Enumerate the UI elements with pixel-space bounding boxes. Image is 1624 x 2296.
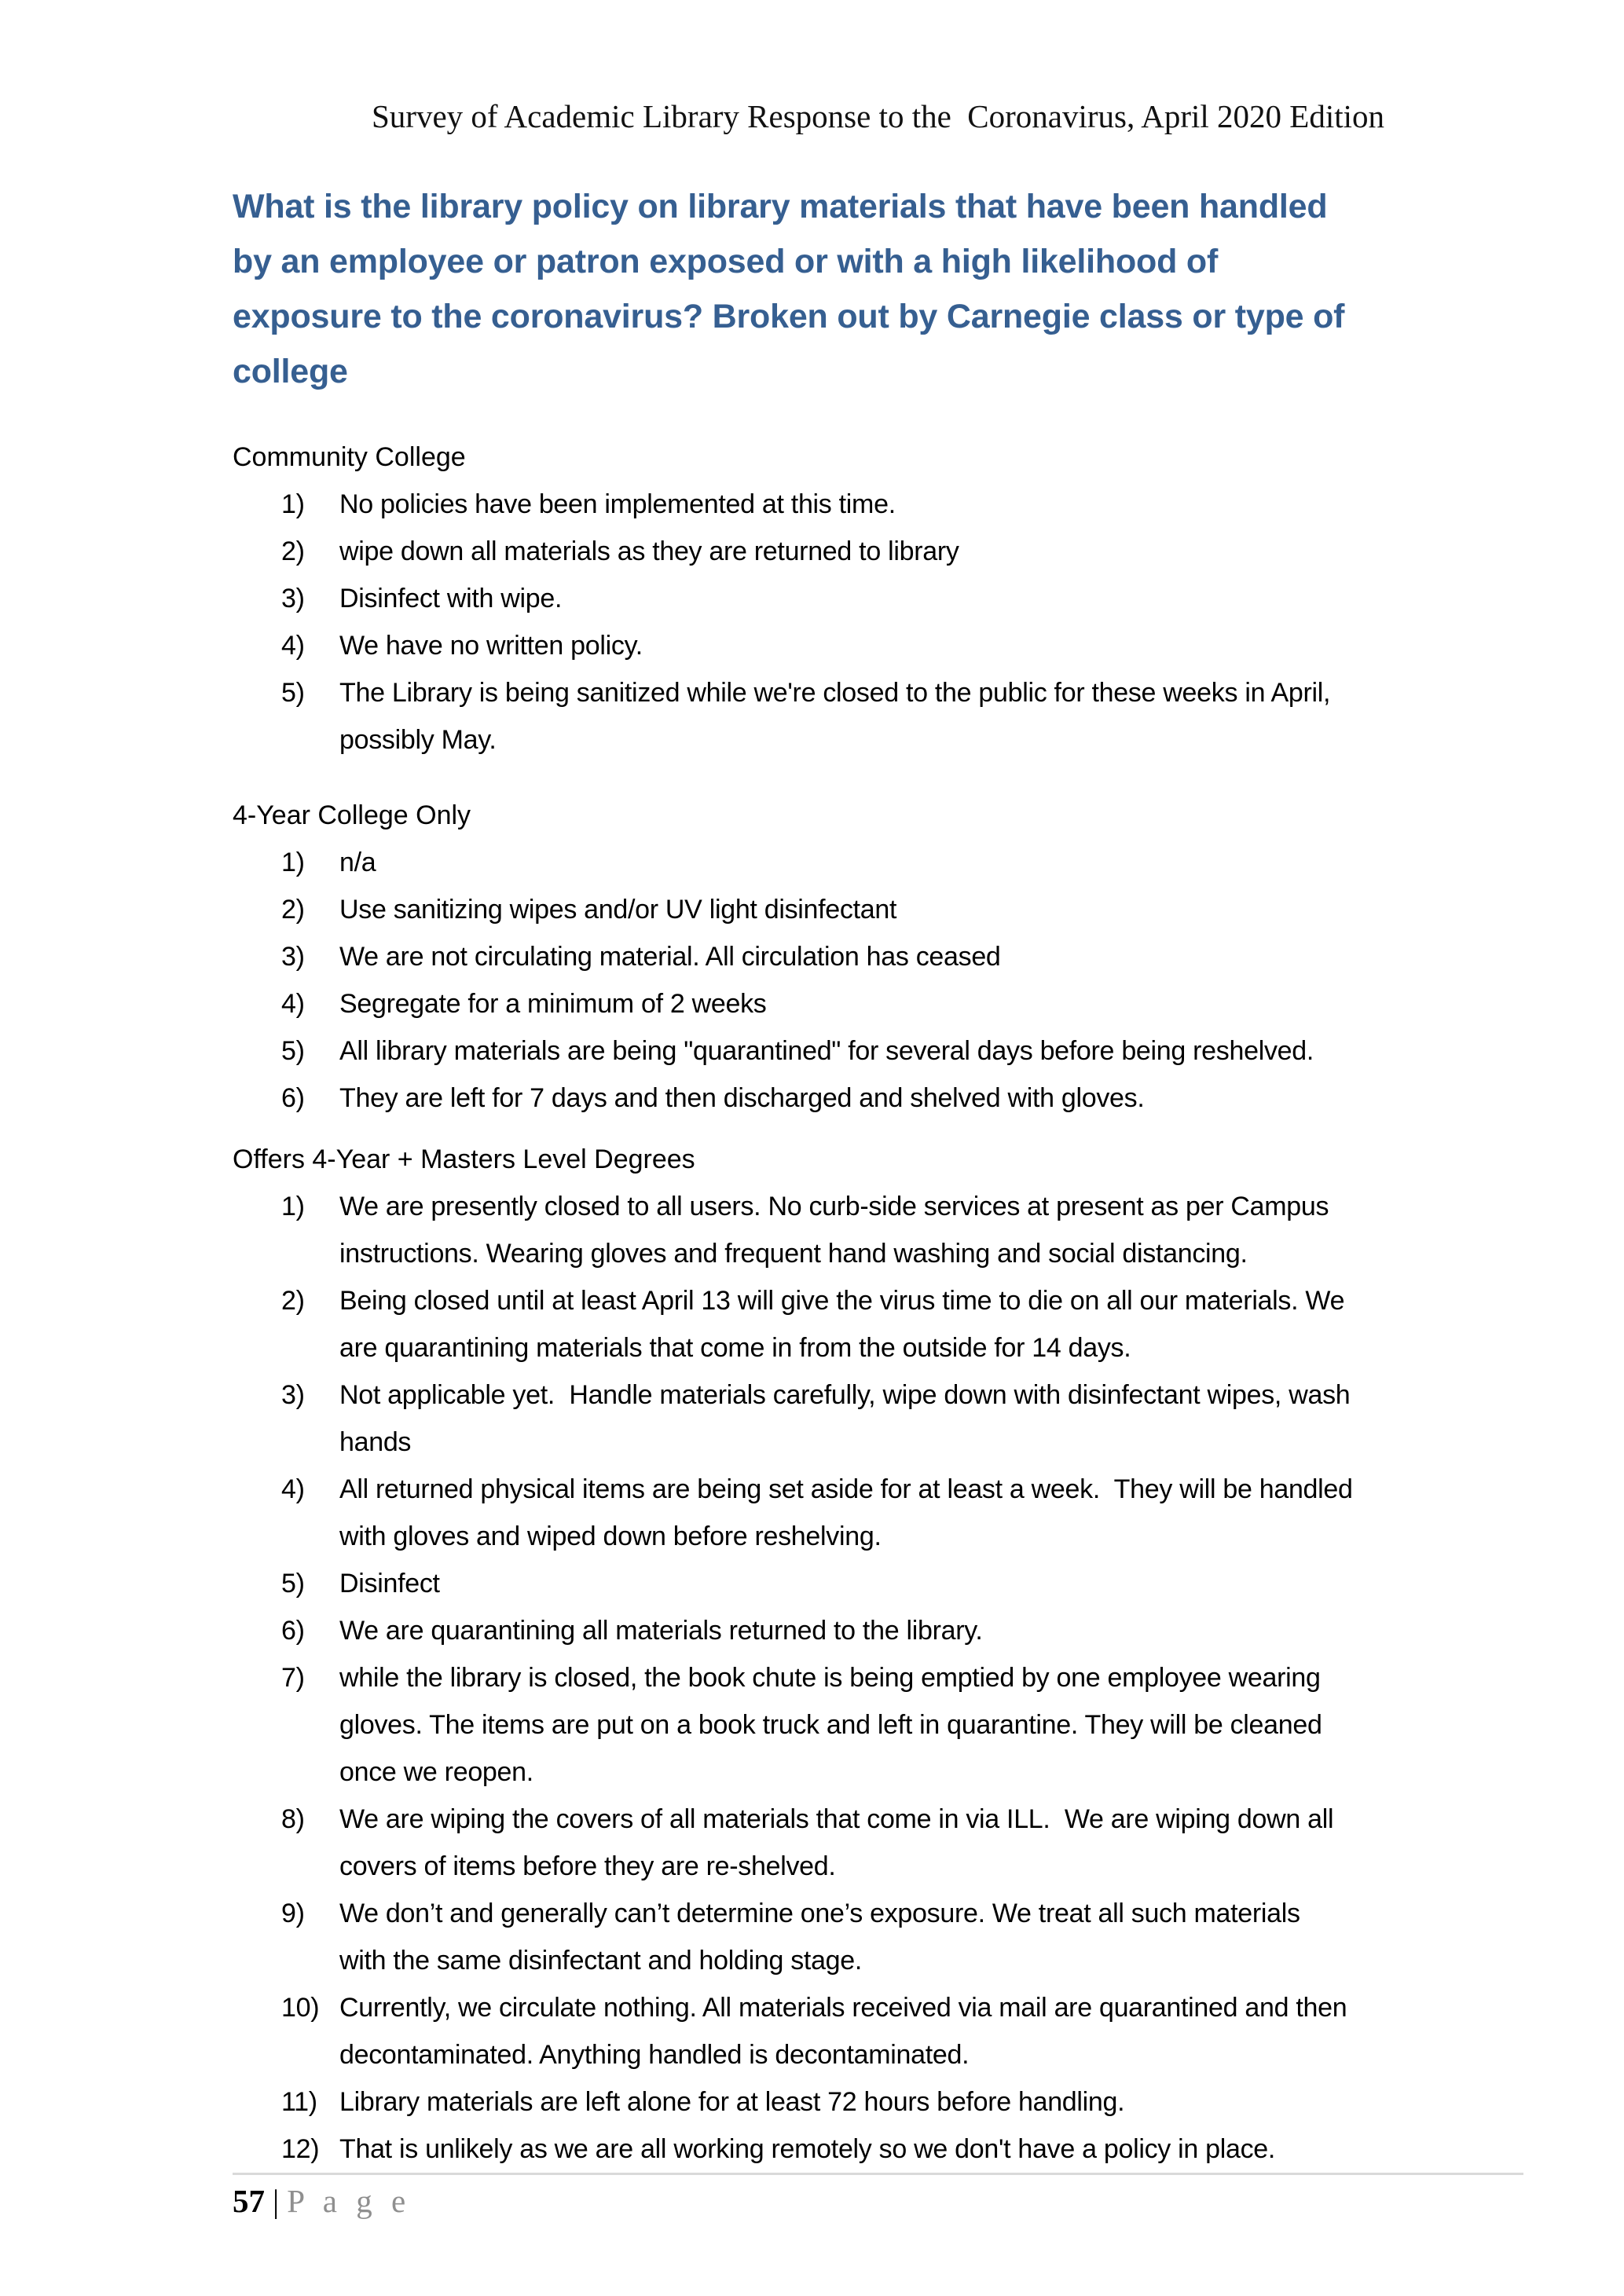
list-item <box>233 1371 1523 1466</box>
question-title-line: college <box>233 353 348 390</box>
list-item-text <box>339 1075 1523 1122</box>
list-item-line: gloves. The items are put on a book truck and left in quarantine. They will be cleaned <box>339 1710 1322 1740</box>
answer-list <box>233 839 1523 1122</box>
list-item-text <box>339 886 1523 933</box>
section <box>233 434 1523 764</box>
list-item-line: covers of items before they are re-shelved. <box>339 1851 836 1881</box>
list-item-text <box>339 2126 1523 2173</box>
list-item-line: Disinfect with wipe. <box>339 584 563 613</box>
list-item <box>233 1984 1523 2078</box>
list-item <box>233 622 1523 669</box>
list-item-text <box>339 980 1523 1027</box>
list-item-number: 10) <box>281 1993 320 2023</box>
list-item-text <box>339 1183 1523 1277</box>
list-item-text <box>339 1371 1523 1466</box>
question-title <box>233 179 1523 399</box>
list-item-line: instructions. Wearing gloves and frequent hand washing and social distancing. <box>339 1239 1248 1269</box>
list-item-number: 7) <box>281 1663 305 1693</box>
list-item-text <box>339 2078 1523 2126</box>
list-item-line: Use sanitizing wipes and/or UV light disinfectant <box>339 895 897 925</box>
section <box>233 792 1523 1122</box>
list-item-number: 12) <box>281 2134 320 2164</box>
list-item-number: 1) <box>281 1192 305 1221</box>
list-item-number: 3) <box>281 942 305 972</box>
list-item-number: 6) <box>281 1616 305 1646</box>
list-item-number: 5) <box>281 1036 305 1066</box>
list-item-line: once we reopen. <box>339 1757 533 1787</box>
list-item-line: They are left for 7 days and then discharged and shelved with gloves. <box>339 1083 1145 1113</box>
list-item <box>233 886 1523 933</box>
list-item-text <box>339 839 1523 886</box>
list-item-line: n/a <box>339 848 376 877</box>
list-item-number: 4) <box>281 631 305 661</box>
list-item <box>233 1607 1523 1654</box>
list-item-text <box>339 1027 1523 1075</box>
page-number: 57 <box>233 2183 265 2219</box>
list-item <box>233 839 1523 886</box>
list-item <box>233 2078 1523 2126</box>
list-item-line: No policies have been implemented at this time. <box>339 489 896 519</box>
answer-list <box>233 1183 1523 2173</box>
list-item-text <box>339 1890 1523 1984</box>
list-item-line: The Library is being sanitized while we're closed to the public for these weeks in April, <box>339 678 1331 708</box>
list-item-text <box>339 622 1523 669</box>
list-item-line: Library materials are left alone for at least 72 hours before handling. <box>339 2087 1125 2117</box>
list-item-line: wipe down all materials as they are returned to library <box>339 536 959 566</box>
list-item-line: Currently, we circulate nothing. All materials received via mail are quarantined and then <box>339 1993 1347 2023</box>
list-item-text <box>339 933 1523 980</box>
list-item <box>233 481 1523 528</box>
list-item-line: We are wiping the covers of all materials that come in via ILL. We are wiping down all <box>339 1804 1334 1834</box>
list-item-number: 2) <box>281 895 305 925</box>
list-item-number: 4) <box>281 1474 305 1504</box>
list-item-line: Segregate for a minimum of 2 weeks <box>339 989 767 1019</box>
list-item-number: 9) <box>281 1899 305 1928</box>
list-item-text <box>339 669 1523 764</box>
list-item-number: 5) <box>281 678 305 708</box>
list-item-line: Disinfect <box>339 1569 440 1598</box>
list-item-text <box>339 575 1523 622</box>
list-item-number: 4) <box>281 989 305 1019</box>
list-item-line: Being closed until at least April 13 will give the virus time to die on all our materials. We <box>339 1286 1345 1316</box>
list-item-line: are quarantining materials that come in from the outside for 14 days. <box>339 1333 1131 1363</box>
list-item-line: decontaminated. Anything handled is decontaminated. <box>339 2040 970 2070</box>
answer-list <box>233 481 1523 764</box>
footer-page-label: P a g e <box>287 2183 412 2219</box>
list-item-text <box>339 528 1523 575</box>
list-item-line: All library materials are being "quarantined" for several days before being reshelved. <box>339 1036 1314 1066</box>
list-item <box>233 575 1523 622</box>
list-item <box>233 1890 1523 1984</box>
list-item-text <box>339 1277 1523 1371</box>
list-item <box>233 2126 1523 2173</box>
list-item-line: We are not circulating material. All circulation has ceased <box>339 942 1001 972</box>
list-item <box>233 1183 1523 1277</box>
list-item <box>233 669 1523 764</box>
page-footer <box>233 2181 1523 2221</box>
list-item-line: while the library is closed, the book chute is being emptied by one employee wearing <box>339 1663 1321 1693</box>
list-item-number: 5) <box>281 1569 305 1598</box>
question-title-line: What is the library policy on library materials that have been handled <box>233 188 1328 225</box>
list-item-number: 2) <box>281 536 305 566</box>
list-item <box>233 528 1523 575</box>
list-item-number: 11) <box>281 2087 317 2117</box>
list-item-line: Not applicable yet. Handle materials carefully, wipe down with disinfectant wipes, wash <box>339 1380 1351 1410</box>
list-item-number: 6) <box>281 1083 305 1113</box>
list-item-line: We don’t and generally can’t determine one’s exposure. We treat all such materials <box>339 1899 1300 1928</box>
running-header: Survey of Academic Library Response to the Coronavirus, April 2020 Edition <box>372 98 1384 134</box>
list-item <box>233 980 1523 1027</box>
list-item-text <box>339 1984 1523 2078</box>
list-item-number: 3) <box>281 1380 305 1410</box>
list-item <box>233 1075 1523 1122</box>
section-label: Community College <box>233 442 466 472</box>
section-label: 4-Year College Only <box>233 800 471 830</box>
list-item-line: with the same disinfectant and holding stage. <box>339 1946 863 1976</box>
list-item-line: with gloves and wiped down before reshelving. <box>339 1522 882 1551</box>
list-item-line: We are presently closed to all users. No curb-side services at present as per Campus <box>339 1192 1329 1221</box>
section <box>233 1136 1523 2173</box>
list-item-line: We have no written policy. <box>339 631 643 661</box>
list-item <box>233 1796 1523 1890</box>
list-item-line: All returned physical items are being set aside for at least a week. They will be handled <box>339 1474 1353 1504</box>
section-label: Offers 4-Year + Masters Level Degrees <box>233 1144 695 1174</box>
list-item <box>233 933 1523 980</box>
footer-divider <box>233 2173 1523 2175</box>
question-title-line: exposure to the coronavirus? Broken out by Carnegie class or type of <box>233 298 1345 335</box>
list-item-text <box>339 1607 1523 1654</box>
list-item-number: 2) <box>281 1286 305 1316</box>
footer-separator: | <box>273 2183 280 2219</box>
list-item-number: 1) <box>281 489 305 519</box>
list-item-text <box>339 1560 1523 1607</box>
list-item <box>233 1466 1523 1560</box>
list-item-number: 8) <box>281 1804 305 1834</box>
list-item <box>233 1277 1523 1371</box>
list-item-text <box>339 1796 1523 1890</box>
list-item-number: 1) <box>281 848 305 877</box>
list-item-line: possibly May. <box>339 725 497 755</box>
list-item-number: 3) <box>281 584 305 613</box>
list-item-text <box>339 481 1523 528</box>
list-item-line: We are quarantining all materials returned to the library. <box>339 1616 983 1646</box>
list-item <box>233 1027 1523 1075</box>
list-item-text <box>339 1466 1523 1560</box>
sections-container <box>233 434 1523 2173</box>
list-item-line: hands <box>339 1427 412 1457</box>
list-item <box>233 1560 1523 1607</box>
list-item-text <box>339 1654 1523 1796</box>
list-item <box>233 1654 1523 1796</box>
list-item-line: That is unlikely as we are all working remotely so we don't have a policy in place. <box>339 2134 1276 2164</box>
question-title-line: by an employee or patron exposed or with a high likelihood of <box>233 243 1219 280</box>
